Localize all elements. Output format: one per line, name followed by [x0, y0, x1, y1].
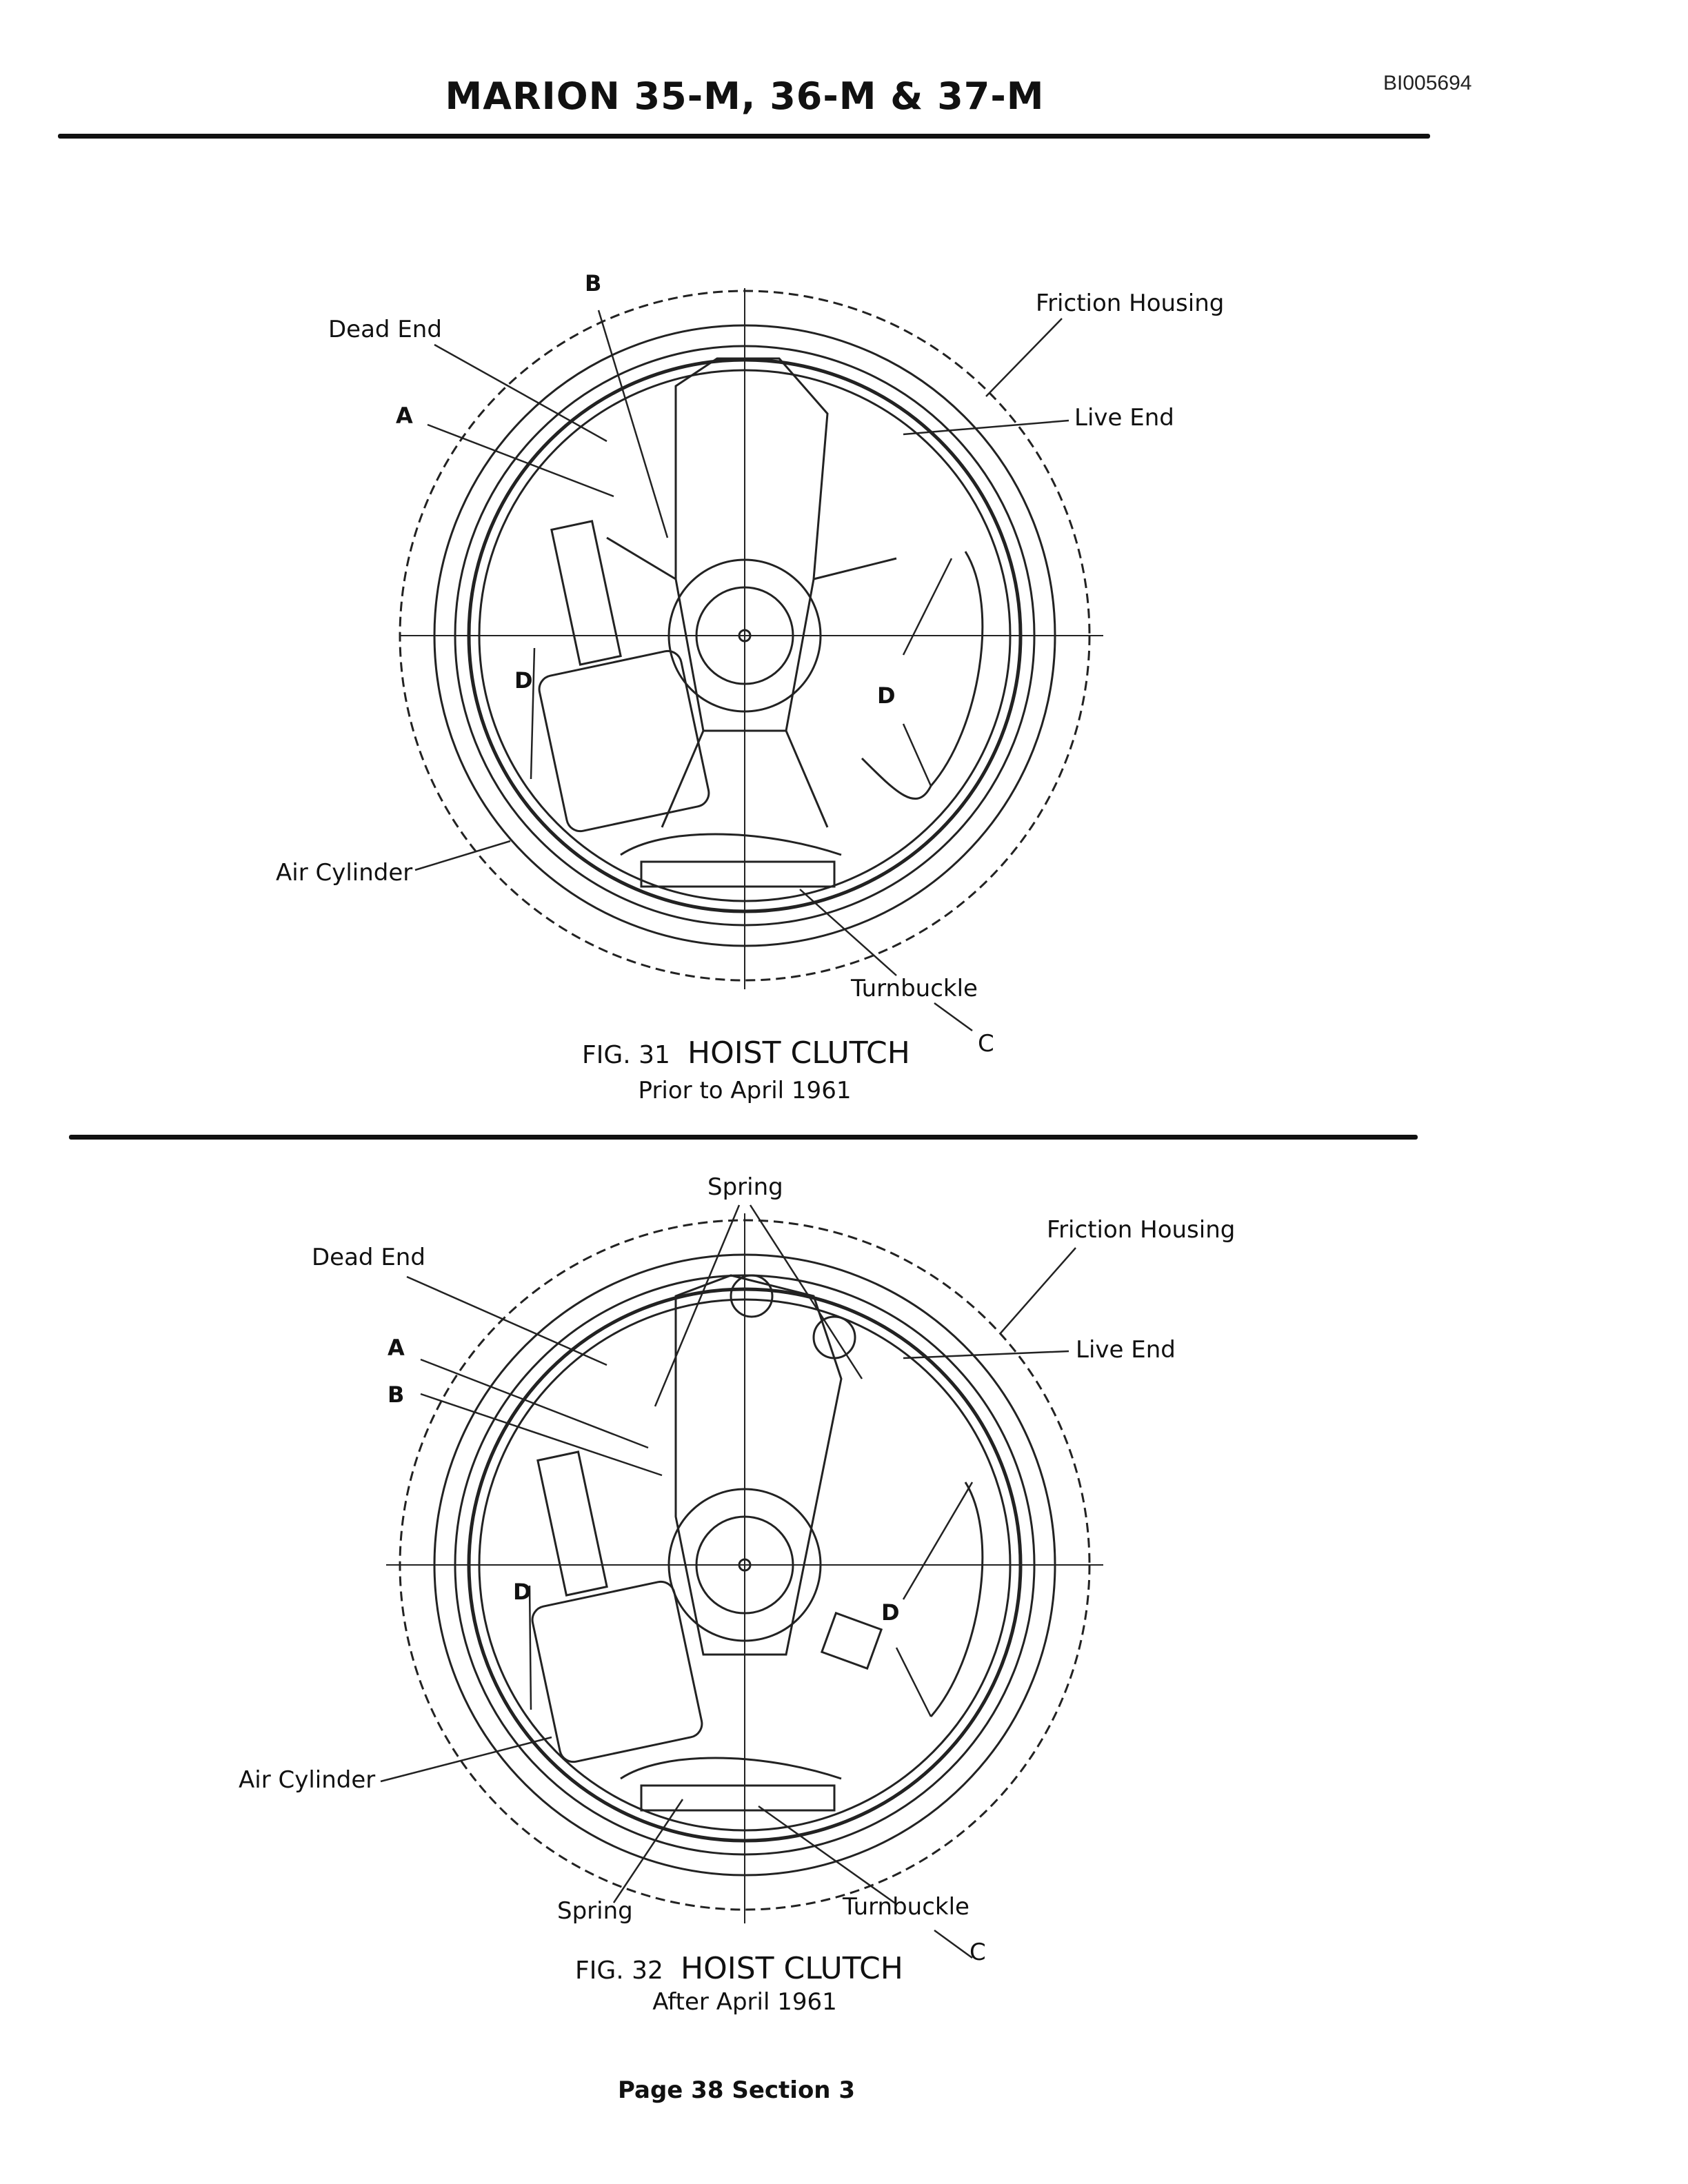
label-spring-bottom-fig32: Spring	[557, 1897, 633, 1925]
caption-fig32	[575, 1951, 903, 1986]
hoist-clutch-diagram-fig32	[386, 1213, 1103, 1923]
label-b-fig32: B	[388, 1382, 405, 1408]
label-a-fig32: A	[388, 1335, 405, 1361]
label-friction-housing-fig31: Friction Housing	[1036, 290, 1225, 317]
label-live-end-fig32: Live End	[1076, 1336, 1176, 1364]
label-turnbuckle-fig32: Turnbuckle	[843, 1893, 969, 1921]
page-number: Page 38 Section 3	[618, 2076, 856, 2104]
label-c-fig32: C	[969, 1939, 986, 1966]
caption-fig32-subtitle: After April 1961	[652, 1988, 837, 2016]
label-d-left-fig32: D	[513, 1579, 532, 1605]
document-title: MARION 35-M, 36-M & 37-M	[445, 74, 1045, 118]
label-d-right-fig31: D	[877, 682, 896, 709]
caption-fig32-number: FIG. 32	[575, 1957, 663, 1985]
label-dead-end-fig31: Dead End	[328, 316, 442, 343]
label-b-fig31: B	[585, 270, 602, 296]
document-code: BI005694	[1383, 72, 1472, 94]
label-a-fig31: A	[396, 403, 413, 429]
caption-fig31-subtitle: Prior to April 1961	[638, 1077, 852, 1104]
label-dead-end-fig32: Dead End	[312, 1244, 425, 1271]
caption-fig32-title: HOIST CLUTCH	[681, 1951, 903, 1986]
label-c-fig31: C	[978, 1030, 994, 1058]
label-air-cylinder-fig31: Air Cylinder	[276, 859, 413, 887]
label-friction-housing-fig32: Friction Housing	[1047, 1216, 1236, 1244]
caption-fig31	[582, 1035, 910, 1071]
label-air-cylinder-fig32: Air Cylinder	[239, 1766, 376, 1794]
caption-fig31-title: HOIST CLUTCH	[687, 1035, 910, 1071]
label-d-right-fig32: D	[881, 1599, 900, 1626]
figure-divider-rule	[69, 1135, 1418, 1140]
caption-fig31-number: FIG. 31	[582, 1041, 670, 1069]
label-turnbuckle-fig31: Turnbuckle	[851, 975, 978, 1002]
label-live-end-fig31: Live End	[1074, 404, 1174, 432]
label-d-left-fig31: D	[514, 667, 533, 694]
label-spring-top-fig32: Spring	[707, 1173, 783, 1201]
